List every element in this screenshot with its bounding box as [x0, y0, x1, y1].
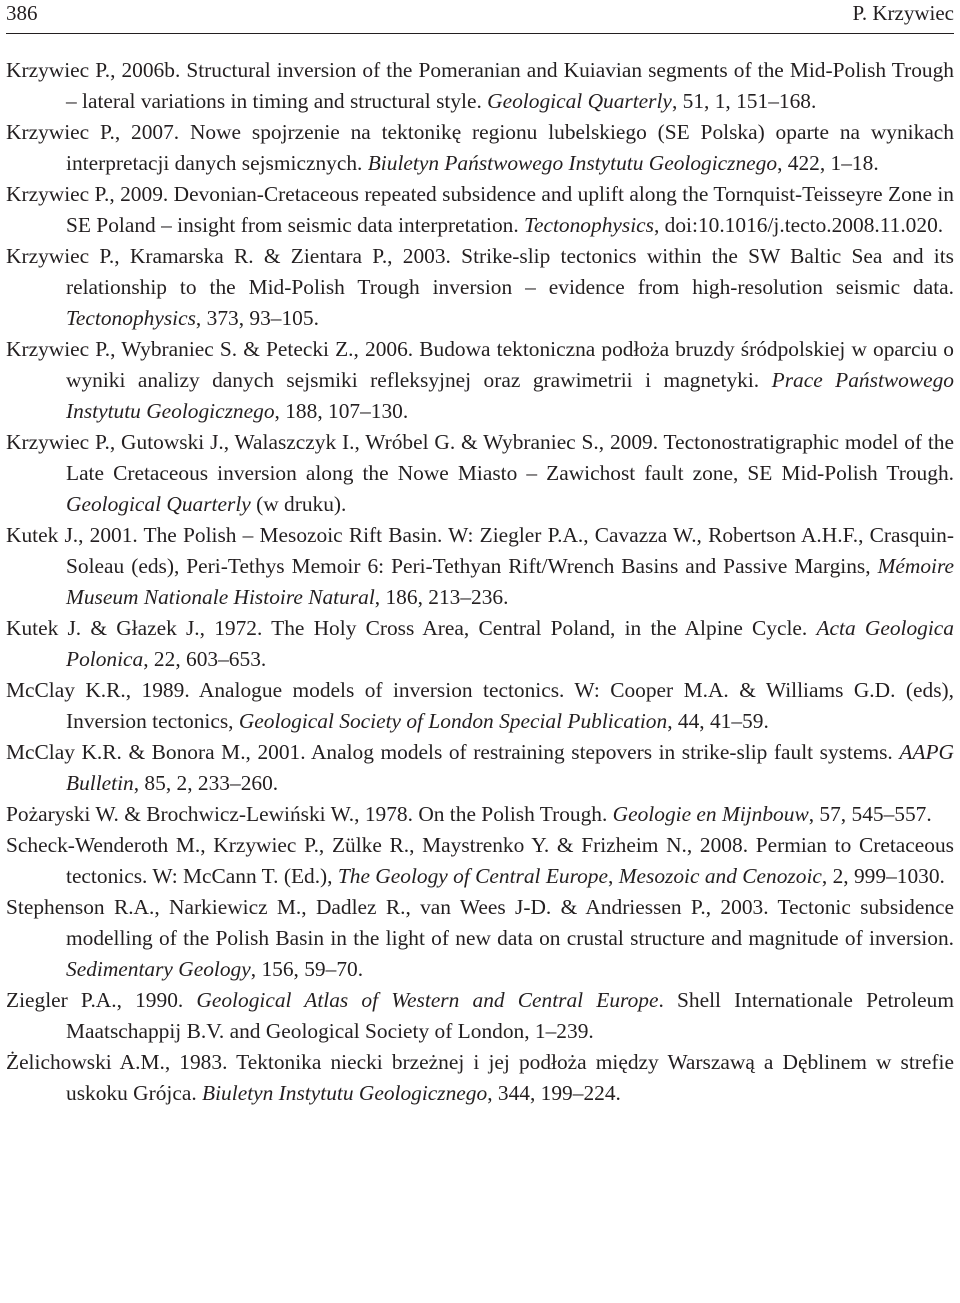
reference-text: Krzywiec P., Gutowski J., Walaszczyk I., Wróbel G. & Wybraniec S., 2009. Tectonostratigraphic model of the Late Cretaceous inversion along the Nowe Miasto – Zawichost fault zone, SE Mid-Polish Trough.	[6, 430, 954, 485]
reference-text: , 57, 545–557.	[808, 802, 932, 826]
reference-list	[6, 55, 954, 1109]
running-head-author: P. Krzywiec	[852, 1, 954, 25]
reference-source-title: Mesozoic and Cenozoic	[618, 864, 822, 888]
reference-text: (w druku).	[250, 492, 347, 516]
reference-entry	[6, 427, 954, 520]
reference-entry	[6, 799, 954, 830]
reference-entry	[6, 985, 954, 1047]
reference-text: Krzywiec P., Kramarska R. & Zientara P., 2003. Strike-slip tectonics within the SW Baltic Sea and its relationship to the Mid-Polish Trough inversion – evidence from high-resolution seismic data.	[6, 244, 954, 299]
reference-entry	[6, 520, 954, 613]
reference-text: ,	[608, 864, 619, 888]
reference-source-title: AAPG Bulletin	[66, 740, 954, 795]
reference-source-title: Geological Society of London Special Publication	[238, 709, 668, 733]
reference-text: Stephenson R.A., Narkiewicz M., Dadlez R., van Wees J-D. & Andriessen P., 2003. Tectonic subsidence modelling of the Polish Basin in the light of new data on crustal structure and magnitude of inversion.	[6, 895, 954, 950]
reference-text: , 188, 107–130.	[274, 399, 409, 423]
reference-text: , 186, 213–236.	[374, 585, 509, 609]
reference-text: , 373, 93–105.	[195, 306, 319, 330]
reference-source-title: Biuletyn Państwowego Instytutu Geologicznego	[367, 151, 778, 175]
reference-text: , 51, 1, 151–168.	[671, 89, 817, 113]
reference-text: , 422, 1–18.	[777, 151, 879, 175]
reference-source-title: Geological Quarterly	[66, 492, 251, 516]
reference-source-title: Geologie en Mijnbouw	[612, 802, 809, 826]
reference-source-title: Tectonophysics	[66, 306, 196, 330]
reference-source-title: The Geology of Central Europe	[337, 864, 608, 888]
reference-entry	[6, 830, 954, 892]
reference-entry	[6, 613, 954, 675]
reference-text: , 2, 999–1030.	[821, 864, 945, 888]
reference-source-title: Geological Quarterly	[487, 89, 672, 113]
reference-entry	[6, 892, 954, 985]
reference-entry	[6, 55, 954, 117]
page-number: 386	[6, 1, 38, 25]
reference-text: , 156, 59–70.	[250, 957, 364, 981]
reference-text: McClay K.R., 1989. Analogue models of inversion tectonics. W: Cooper M.A. & Williams G.D. (eds), Inversion tectonics,	[6, 678, 954, 733]
reference-source-title: Geological Atlas of Western and Central Europe	[196, 988, 659, 1012]
reference-source-title: Biuletyn Instytutu Geologicznego	[202, 1081, 488, 1105]
reference-entry	[6, 179, 954, 241]
reference-text: Krzywiec P., Wybraniec S. & Petecki Z., 2006. Budowa tektoniczna podłoża bruzdy śródpolskiej w oparciu o wyniki analizy danych sejsmiki refleksyjnej oraz grawimetrii i magnetyki.	[6, 337, 954, 392]
reference-entry	[6, 737, 954, 799]
reference-text: , 22, 603–653.	[143, 647, 267, 671]
reference-text: Pożaryski W. & Brochwicz-Lewiński W., 1978. On the Polish Trough.	[6, 802, 613, 826]
reference-text: McClay K.R. & Bonora M., 2001. Analog models of restraining stepovers in strike-slip fault systems.	[6, 740, 900, 764]
running-header	[6, 0, 954, 34]
reference-text: , doi:10.1016/j.tecto.2008.11.020.	[653, 213, 944, 237]
reference-source-title: Sedimentary Geology	[66, 957, 251, 981]
reference-text: , 85, 2, 233–260.	[133, 771, 279, 795]
reference-source-title: Tectonophysics	[524, 213, 654, 237]
reference-entry	[6, 241, 954, 334]
reference-source-title: Prace Państwowego Instytutu Geologicznego	[66, 368, 955, 423]
reference-text: Kutek J., 2001. The Polish – Mesozoic Rift Basin. W: Ziegler P.A., Cavazza W., Robertson A.H.F., Crasquin-Soleau (eds), Peri-Tethys Memoir 6: Peri-Tethyan Rift/Wrench Basins and Passive Margins,	[6, 523, 954, 578]
reference-text: Scheck-Wenderoth M., Krzywiec P., Zülke R., Maystrenko Y. & Frizheim N., 2008. Permian to Cretaceous tectonics. W: McCann T. (Ed.),	[6, 833, 954, 888]
reference-entry	[6, 1047, 954, 1109]
reference-text: , 44, 41–59.	[667, 709, 769, 733]
reference-text: Kutek J. & Głazek J., 1972. The Holy Cross Area, Central Poland, in the Alpine Cycle.	[6, 616, 817, 640]
reference-entry	[6, 117, 954, 179]
reference-text: Ziegler P.A., 1990.	[6, 988, 197, 1012]
reference-text: Żelichowski A.M., 1983. Tektonika niecki brzeżnej i jej podłoża między Warszawą a Dęblinem w strefie uskoku Grójca.	[6, 1050, 954, 1105]
reference-source-title: Acta Geologica Polonica	[66, 616, 954, 671]
reference-text: Krzywiec P., 2007. Nowe spojrzenie na tektonikę regionu lubelskiego (SE Polska) oparte na wynikach interpretacji danych sejsmicznych.	[6, 120, 954, 175]
reference-text: , 344, 199–224.	[487, 1081, 621, 1105]
reference-entry	[6, 675, 954, 737]
reference-source-title: Mémoire Museum Nationale Histoire Natural	[66, 554, 954, 609]
reference-entry	[6, 334, 954, 427]
reference-text: Krzywiec P., 2006b. Structural inversion of the Pomeranian and Kuiavian segments of the Mid-Polish Trough – lateral variations in timing and structural style.	[6, 58, 954, 113]
reference-text: Krzywiec P., 2009. Devonian-Cretaceous repeated subsidence and uplift along the Tornquist-Teisseyre Zone in SE Poland – insight from seismic data interpretation.	[6, 182, 954, 237]
reference-text: . Shell Internationale Petroleum Maatschappij B.V. and Geological Society of London, 1–239.	[66, 988, 954, 1043]
